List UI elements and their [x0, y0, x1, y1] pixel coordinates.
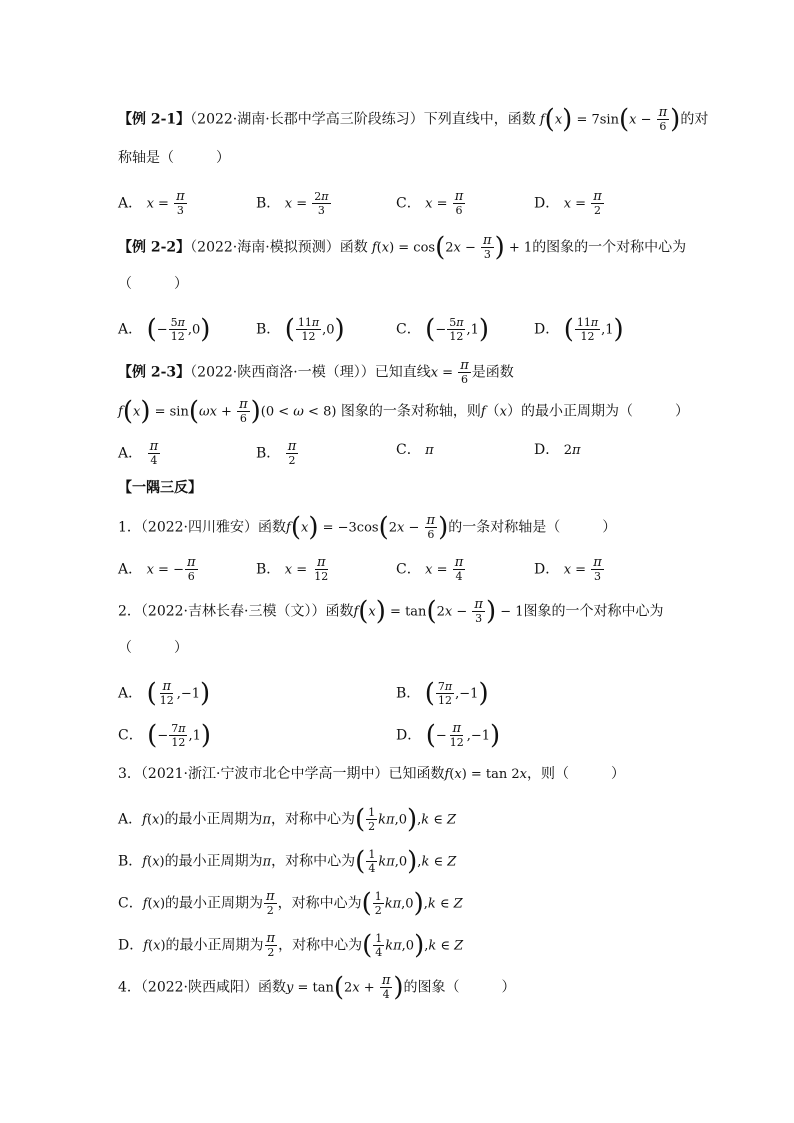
example-source: （2022·湖南·长郡中学高三阶段练习）下列直线中，函数: [190, 111, 536, 128]
formula: f: [535, 112, 545, 128]
option-a[interactable]: A． $\frac{\pi}{4}$: [118, 439, 159, 467]
option-b[interactable]: B．f(x)的最小正周期为π，对称中心为( $\frac{1}{4}$ kπ,0),k ∈ Z: [118, 846, 457, 877]
option-d[interactable]: D．f(x)的最小正周期为 $\frac{\pi}{2}$ ，对称中心为( $\frac{1}{4}$ kπ,0),k ∈ Z: [118, 930, 464, 961]
option-b[interactable]: B． x = $\frac{2\pi}{3}$: [256, 190, 329, 217]
option-d[interactable]: D． ( $\frac{11\pi}{12}$ ,1): [534, 314, 624, 345]
example-2-1-stem-cont: 称轴是（ ）: [118, 150, 230, 166]
example-2-3-stem-cont: f(x) = sin(ωx + $\frac{\pi}{6}$ )(0 < ω < 8) 图象的一条对称轴，则f（x）的最小正周期为（ ）: [118, 396, 690, 427]
option-a[interactable]: A． ( $\frac{\pi}{12}$ ,−1): [118, 678, 211, 709]
option-a[interactable]: A．f(x)的最小正周期为π，对称中心为( $\frac{1}{2}$ kπ,0),k ∈ Z: [118, 804, 457, 835]
example-2-1-stem: 【例 2-1】（2022·湖南·长郡中学高三阶段练习）下列直线中，函数 f(x) = 7sin(x − $\frac{\pi}{6}$ )的对: [118, 104, 709, 135]
option-a[interactable]: A． x = − $\frac{\pi}{6}$: [118, 555, 196, 583]
option-c[interactable]: C．f(x)的最小正周期为 $\frac{\pi}{2}$ ，对称中心为( $\frac{1}{2}$ kπ,0),k ∈ Z: [118, 888, 463, 919]
option-d[interactable]: D． (− $\frac{\pi}{12}$ ,−1): [396, 720, 501, 751]
option-c[interactable]: C． π: [396, 442, 434, 458]
option-d[interactable]: D． 2π: [534, 442, 581, 458]
question-4-stem: 4．（2022·陕西咸阳）函数y = tan(2x + $\frac{\pi}{4}$ )的图象（ ）: [118, 972, 516, 1003]
question-2-stem-cont: （ ）: [118, 640, 188, 656]
option-c[interactable]: C． (− $\frac{7\pi}{12}$ ,1): [118, 720, 212, 751]
option-b[interactable]: B． $\frac{\pi}{2}$: [256, 439, 297, 467]
option-b[interactable]: B． ( $\frac{7\pi}{12}$ ,−1): [396, 678, 489, 709]
option-b[interactable]: B． ( $\frac{11\pi}{12}$ ,0): [256, 314, 345, 345]
question-2-stem: 2．（2022·吉林长春·三模（文））函数f(x) = tan(2x − $\frac{\pi}{3}$ ) − 1图象的一个对称中心为: [118, 596, 664, 627]
example-tag: 【例 2-1】: [118, 111, 191, 128]
example-2-3-stem: 【例 2-3】（2022·陕西商洛·一模（理））已知直线x = $\frac{\pi}{6}$ 是函数: [118, 358, 514, 386]
option-c[interactable]: C． (− $\frac{5\pi}{12}$ ,1): [396, 314, 490, 345]
example-2-2-stem-cont: （ ）: [118, 276, 188, 292]
option-b[interactable]: B． x = $\frac{\pi}{12}$: [256, 555, 329, 583]
option-a[interactable]: A． x = $\frac{\pi}{3}$: [118, 189, 185, 217]
question-3-stem: 3．（2021·浙江·宁波市北仑中学高一期中）已知函数f(x) = tan 2x，则（ ）: [118, 766, 626, 782]
section-heading: 【一隅三反】: [118, 480, 202, 496]
option-c[interactable]: C． x = $\frac{\pi}{4}$: [396, 555, 464, 583]
fraction: $\frac{\pi}{6}$: [658, 105, 668, 133]
option-d[interactable]: D． x = $\frac{\pi}{3}$: [534, 555, 602, 583]
example-2-2-stem: 【例 2-2】（2022·海南·模拟预测）函数 f(x) = cos(2x − $\frac{\pi}{3}$ ) + 1的图象的一个对称中心为: [118, 232, 687, 263]
option-d[interactable]: D． x = $\frac{\pi}{2}$: [534, 189, 602, 217]
option-a[interactable]: A． (− $\frac{5\pi}{12}$ ,0): [118, 314, 211, 345]
question-1-stem: 1．（2022·四川雅安）函数f(x) = −3cos(2x − $\frac{\pi}{6}$ )的一条对称轴是（ ）: [118, 512, 617, 543]
option-c[interactable]: C． x = $\frac{\pi}{6}$: [396, 189, 464, 217]
